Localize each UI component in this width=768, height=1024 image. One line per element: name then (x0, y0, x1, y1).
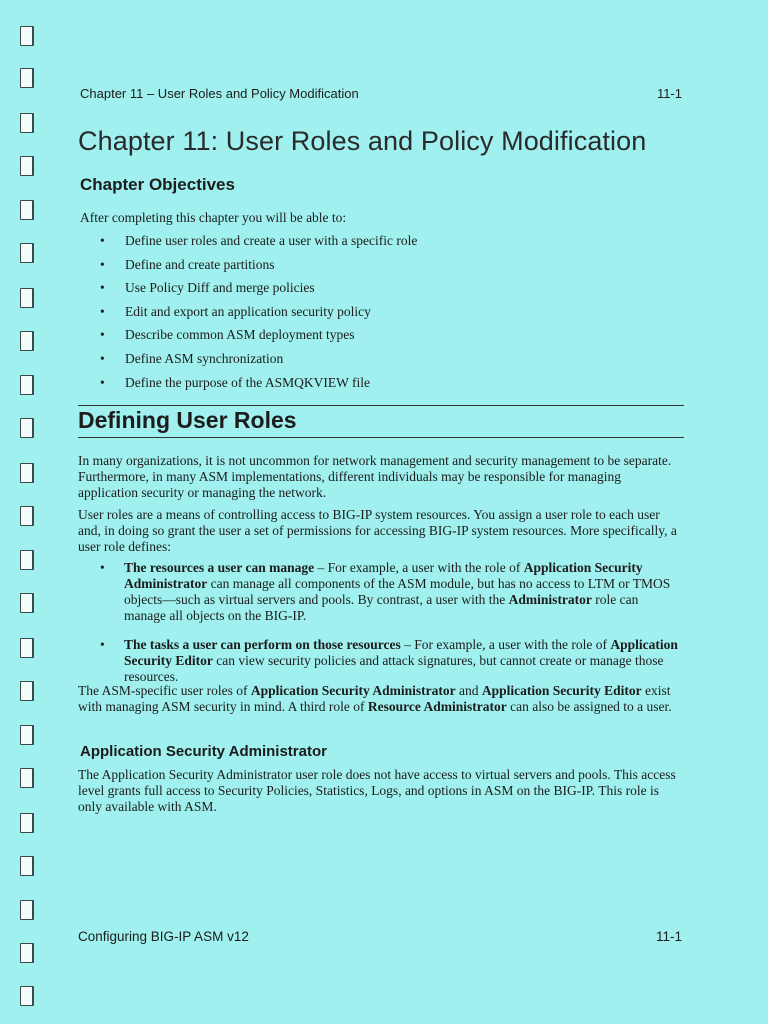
binding-hole (20, 113, 34, 133)
text-run: – For example, a user with the role of (400, 637, 611, 652)
bold-term: Application Security Administrator (124, 560, 643, 591)
list-item (100, 637, 682, 685)
paragraph: User roles are a means of controlling access to BIG-IP system resources. You assign a user role to each user and, in doing so grant the user a set of permissions for accessing BIG-IP system resources. More specifically, a user role defines: (78, 507, 677, 554)
bold-term: Resource Administrator (367, 699, 507, 714)
binding-hole (20, 900, 34, 920)
binding-hole (20, 156, 34, 176)
binding-hole (20, 26, 34, 46)
list-item (100, 375, 417, 399)
page-footer (78, 929, 682, 944)
section-rule-bottom (78, 437, 684, 438)
bullet-icon: • (100, 560, 105, 575)
binding-hole (20, 856, 34, 876)
text-run: exist with managing ASM security in mind. A third role of (78, 683, 671, 714)
binding-hole (20, 375, 34, 395)
binding-hole (20, 681, 34, 701)
bullet-icon: • (100, 637, 105, 652)
objective-text: Define user roles and create a user with a specific role (125, 233, 418, 248)
bullet-icon: • (100, 280, 105, 296)
bullet-icon: • (100, 233, 105, 248)
paragraph (78, 683, 682, 715)
list-item (100, 304, 417, 328)
list-item (100, 233, 417, 257)
binding-hole (20, 243, 34, 263)
subsection-heading: Application Security Administrator (80, 743, 327, 760)
bold-term: Administrator (508, 592, 592, 607)
list-item (100, 560, 682, 624)
objective-text: Define and create partitions (125, 256, 275, 272)
objectives-list (100, 233, 417, 398)
binding-hole (20, 200, 34, 220)
bold-term: The tasks a user can perform on those resources (124, 637, 401, 652)
text-run: role can manage all objects on the BIG-IP. (124, 592, 639, 623)
section-rule-top (78, 405, 684, 406)
list-item (100, 351, 417, 375)
text-run: can manage all components of the ASM module, but has no access to LTM or TMOS objects—such as virtual servers and pools. By contrast, a user with the (124, 576, 671, 607)
footer-title: Configuring BIG-IP ASM v12 (78, 929, 249, 944)
spiral-binding (14, 18, 38, 1018)
bullet-icon: • (100, 303, 105, 319)
running-header-page-number: 11-1 (656, 86, 682, 101)
bullet-icon: • (100, 256, 105, 272)
list-item-text (124, 637, 682, 685)
binding-hole (20, 768, 34, 788)
list-item (100, 327, 417, 351)
binding-hole (20, 331, 34, 351)
paragraph: The Application Security Administrator user role does not have access to virtual servers and pools. This access level grants full access to Security Policies, Statistics, Logs, and options in ASM on the BIG-IP. This role is only available with ASM. (78, 767, 676, 814)
objective-text: Describe common ASM deployment types (125, 327, 355, 343)
objectives-heading: Chapter Objectives (80, 175, 235, 194)
bullet-icon: • (100, 350, 105, 366)
bullet-icon: • (100, 327, 105, 343)
objective-text: Use Policy Diff and merge policies (125, 280, 315, 296)
bold-term: Application Security Editor (481, 683, 642, 698)
list-item (100, 257, 417, 281)
binding-hole (20, 986, 34, 1006)
binding-hole (20, 418, 34, 438)
bold-term: The resources a user can manage (124, 560, 315, 575)
footer-page-number: 11-1 (655, 929, 682, 944)
bold-term: Application Security Administrator (250, 683, 456, 698)
text-run: can view security policies and attack signatures, but cannot create or manage those resources. (124, 653, 664, 684)
running-header (80, 86, 682, 101)
paragraph: In many organizations, it is not uncommon for network management and security management to be separate. Furthermore, in many ASM implementations, different individuals may be responsible for managing application security or managing the network. (78, 453, 672, 500)
list-item (100, 280, 417, 304)
text-run: and (455, 683, 482, 698)
section-heading: Defining User Roles (78, 407, 297, 433)
binding-hole (20, 638, 34, 658)
bold-term: Application Security Editor (124, 637, 678, 668)
role-definition-list (100, 560, 682, 698)
binding-hole (20, 68, 34, 88)
text-run: – For example, a user with the role of (314, 560, 524, 575)
binding-hole (20, 813, 34, 833)
list-item-text (124, 560, 682, 624)
running-header-title: Chapter 11 – User Roles and Policy Modification (80, 86, 359, 101)
binding-hole (20, 593, 34, 613)
binding-hole (20, 288, 34, 308)
objective-text: Define the purpose of the ASMQKVIEW file (125, 374, 370, 390)
binding-hole (20, 506, 34, 526)
binding-hole (20, 725, 34, 745)
binding-hole (20, 550, 34, 570)
binding-hole (20, 943, 34, 963)
binding-hole (20, 463, 34, 483)
objectives-intro: After completing this chapter you will be able to: (80, 210, 347, 225)
chapter-title: Chapter 11: User Roles and Policy Modification (78, 126, 647, 156)
text-run: can also be assigned to a user. (506, 699, 672, 714)
text-run: The ASM-specific user roles of (78, 683, 251, 698)
objective-text: Define ASM synchronization (125, 350, 284, 366)
bullet-icon: • (100, 374, 105, 390)
objective-text: Edit and export an application security policy (125, 303, 371, 319)
